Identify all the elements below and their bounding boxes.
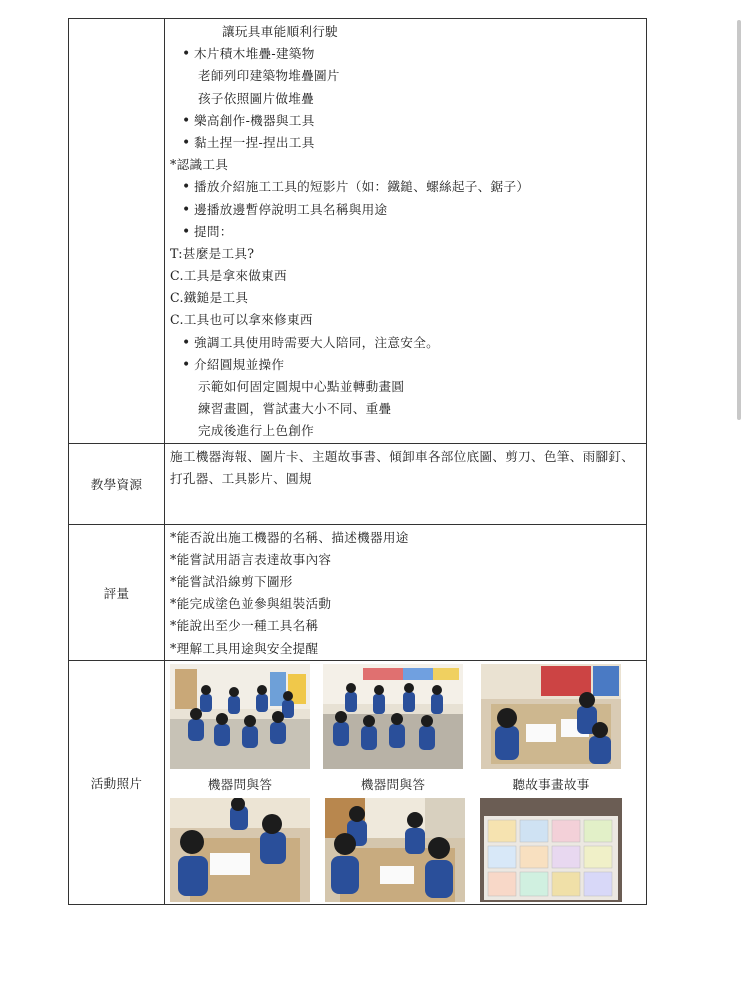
evaluation-item: *能說出至少一種工具名稱 — [170, 618, 319, 634]
activity-line: C.工具也可以拿來修東西 — [170, 312, 313, 328]
evaluation-item: *能嘗試沿線剪下圖形 — [170, 573, 293, 589]
evaluation-row — [69, 524, 647, 660]
resources-label: 教學資源 — [69, 443, 165, 524]
evaluation-item: *能嘗試用語言表達故事內容 — [170, 551, 332, 567]
resources-content-cell — [165, 443, 647, 524]
activity-line: 示範如何固定圓規中心點並轉動畫圓 — [198, 379, 405, 394]
activity-line: 練習畫圓，嘗試畫大小不同、重疊 — [198, 401, 392, 417]
activity-line: • 木片積木堆疊-建築物 — [170, 43, 646, 65]
photo-grid — [165, 661, 646, 904]
activity-photo-5 — [325, 798, 465, 902]
activity-line: C.工具是拿來做東西 — [170, 268, 287, 284]
resources-text: 施工機器海報、圖片卡、主題故事書、傾卸車各部位底圖、剪刀、色筆、雨腳釘、打孔器、工具影片、圓規 — [170, 448, 635, 486]
activity-line: C.鐵鎚是工具 — [170, 290, 249, 306]
activity-line: • 邊播放邊暫停說明工具名稱與用途 — [170, 199, 646, 221]
activity-photo-1 — [170, 664, 310, 769]
evaluation-label: 評量 — [69, 524, 165, 660]
resources-row — [69, 443, 647, 524]
activity-line: 完成後進行上色創作 — [198, 423, 315, 439]
activity-label-cell — [69, 19, 165, 444]
activity-line: • 提問： — [170, 221, 646, 243]
activity-lines — [165, 19, 646, 443]
evaluation-content-cell — [165, 524, 647, 660]
photos-row — [69, 660, 647, 904]
activity-photo-4 — [170, 798, 310, 902]
activity-line: • 介紹圓規並操作 — [170, 354, 646, 376]
evaluation-item: *能否說出施工機器的名稱、描述機器用途 — [170, 529, 409, 545]
activity-line: • 強調工具使用時需要大人陪同，注意安全。 — [170, 332, 646, 354]
photo-caption-3: 聽故事畫故事 — [512, 776, 590, 792]
activity-line: *認識工具 — [170, 157, 229, 173]
activity-line: 老師列印建築物堆疊圖片 — [198, 68, 340, 84]
photos-content-cell — [165, 660, 647, 904]
scrollbar[interactable] — [737, 20, 741, 420]
activity-line: T:甚麼是工具? — [170, 245, 255, 261]
photos-label: 活動照片 — [69, 660, 165, 904]
activity-line: 讓玩具車能順利行駛 — [222, 24, 339, 39]
activity-content-cell — [165, 19, 647, 444]
activity-photo-2 — [323, 664, 463, 769]
activity-row — [69, 19, 647, 444]
photo-caption-1: 機器問與答 — [207, 776, 273, 792]
evaluation-item: *能完成塗色並參與組裝活動 — [170, 596, 332, 612]
activity-line: • 樂高創作-機器與工具 — [170, 110, 646, 132]
activity-photo-6 — [480, 798, 622, 902]
activity-line: 孩子依照圖片做堆疊 — [198, 90, 315, 106]
activity-photo-3 — [481, 664, 621, 769]
evaluation-list — [165, 525, 646, 660]
photo-caption-2: 機器問與答 — [360, 776, 426, 792]
activity-line: • 播放介紹施工工具的短影片（如：鐵鎚、螺絲起子、鋸子） — [170, 176, 646, 198]
evaluation-item: *理解工具用途與安全提醒 — [170, 640, 319, 656]
lesson-plan-table — [68, 18, 647, 905]
activity-line: • 黏土捏一捏-捏出工具 — [170, 132, 646, 154]
